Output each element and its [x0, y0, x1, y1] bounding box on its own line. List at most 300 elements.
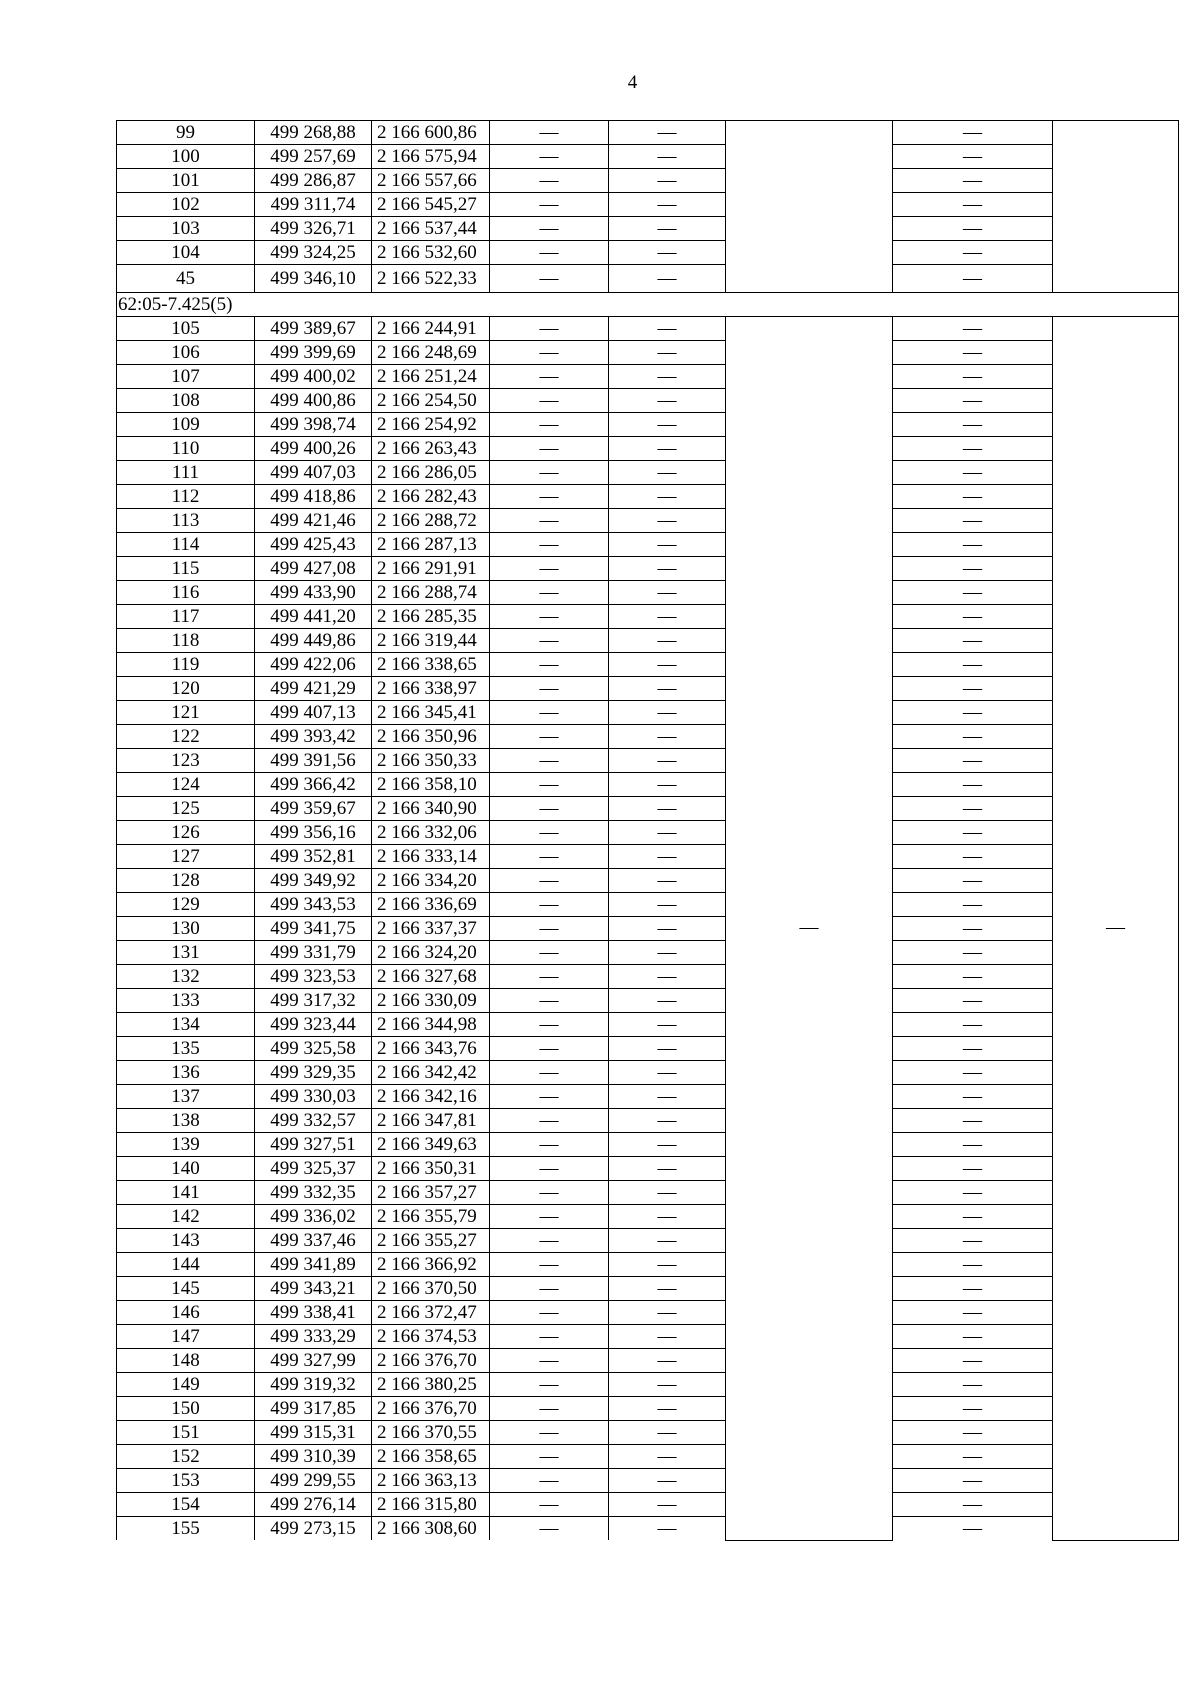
- point-number-cell: 102: [117, 193, 255, 217]
- dash-cell: —: [490, 869, 609, 893]
- dash-cell: —: [609, 1349, 726, 1373]
- table-row: [117, 821, 1179, 845]
- dash-cell: —: [490, 1445, 609, 1469]
- point-number-cell: 154: [117, 1493, 255, 1517]
- x-coordinate-cell: 499 336,02: [255, 1205, 372, 1229]
- x-coordinate-cell: 499 366,42: [255, 773, 372, 797]
- table-row: [117, 193, 1179, 217]
- table-row: [117, 217, 1179, 241]
- dash-cell: —: [609, 1421, 726, 1445]
- table-row: [117, 1301, 1179, 1325]
- dash-cell: —: [609, 1013, 726, 1037]
- dash-cell: —: [893, 1133, 1053, 1157]
- dash-cell: —: [893, 677, 1053, 701]
- table-row: [117, 1013, 1179, 1037]
- dash-cell: —: [609, 1109, 726, 1133]
- dash-cell: —: [609, 389, 726, 413]
- point-number-cell: 118: [117, 629, 255, 653]
- dash-cell: —: [893, 797, 1053, 821]
- dash-cell: —: [609, 241, 726, 265]
- y-coordinate-cell: 2 166 324,20: [372, 941, 490, 965]
- dash-cell: —: [893, 1085, 1053, 1109]
- dash-cell: —: [893, 845, 1053, 869]
- dash-cell: —: [609, 965, 726, 989]
- y-coordinate-cell: 2 166 370,55: [372, 1421, 490, 1445]
- table-row: [117, 629, 1179, 653]
- dash-cell: —: [490, 629, 609, 653]
- dash-cell: —: [609, 677, 726, 701]
- dash-cell: —: [893, 1301, 1053, 1325]
- point-number-cell: 103: [117, 217, 255, 241]
- dash-cell: —: [609, 1229, 726, 1253]
- point-number-cell: 122: [117, 725, 255, 749]
- dash-cell: —: [609, 193, 726, 217]
- dash-cell: —: [893, 1445, 1053, 1469]
- y-coordinate-cell: 2 166 600,86: [372, 121, 490, 145]
- dash-cell: —: [893, 437, 1053, 461]
- x-coordinate-cell: 499 326,71: [255, 217, 372, 241]
- dash-cell: —: [893, 749, 1053, 773]
- y-coordinate-cell: 2 166 370,50: [372, 1277, 490, 1301]
- dash-cell: —: [893, 241, 1053, 265]
- y-coordinate-cell: 2 166 342,16: [372, 1085, 490, 1109]
- point-number-cell: 153: [117, 1469, 255, 1493]
- dash-cell: —: [490, 193, 609, 217]
- y-coordinate-cell: 2 166 557,66: [372, 169, 490, 193]
- point-number-cell: 137: [117, 1085, 255, 1109]
- point-number-cell: 128: [117, 869, 255, 893]
- dash-cell: —: [490, 989, 609, 1013]
- dash-cell: —: [490, 1013, 609, 1037]
- y-coordinate-cell: 2 166 380,25: [372, 1373, 490, 1397]
- dash-cell: —: [893, 169, 1053, 193]
- point-number-cell: 131: [117, 941, 255, 965]
- coordinates-table-body: [117, 121, 1179, 1541]
- table-row: [117, 581, 1179, 605]
- dash-cell: —: [609, 1445, 726, 1469]
- dash-cell: —: [609, 1493, 726, 1517]
- x-coordinate-cell: 499 393,42: [255, 725, 372, 749]
- table-row: [117, 965, 1179, 989]
- dash-cell: —: [893, 1205, 1053, 1229]
- point-number-cell: 146: [117, 1301, 255, 1325]
- dash-cell: —: [609, 1373, 726, 1397]
- point-number-cell: 114: [117, 533, 255, 557]
- dash-cell: —: [609, 413, 726, 437]
- table-row: [117, 1253, 1179, 1277]
- y-coordinate-cell: 2 166 254,92: [372, 413, 490, 437]
- y-coordinate-cell: 2 166 343,76: [372, 1037, 490, 1061]
- dash-cell: —: [490, 1157, 609, 1181]
- dash-cell: —: [609, 701, 726, 725]
- dash-cell: —: [609, 317, 726, 341]
- table-row: [117, 845, 1179, 869]
- dash-cell: —: [893, 1373, 1053, 1397]
- dash-cell: —: [893, 989, 1053, 1013]
- dash-cell: —: [490, 509, 609, 533]
- table-row: [117, 533, 1179, 557]
- dash-cell: —: [490, 1277, 609, 1301]
- dash-cell: —: [490, 1133, 609, 1157]
- y-coordinate-cell: 2 166 336,69: [372, 893, 490, 917]
- dash-cell: —: [609, 821, 726, 845]
- table-row: [117, 437, 1179, 461]
- y-coordinate-cell: 2 166 350,31: [372, 1157, 490, 1181]
- dash-cell: —: [490, 797, 609, 821]
- table-row: [117, 485, 1179, 509]
- x-coordinate-cell: 499 286,87: [255, 169, 372, 193]
- table-row: [117, 653, 1179, 677]
- dash-cell: —: [609, 265, 726, 293]
- x-coordinate-cell: 499 391,56: [255, 749, 372, 773]
- y-coordinate-cell: 2 166 575,94: [372, 145, 490, 169]
- table-row: [117, 1517, 1179, 1541]
- point-number-cell: 144: [117, 1253, 255, 1277]
- y-coordinate-cell: 2 166 350,96: [372, 725, 490, 749]
- dash-cell: —: [609, 941, 726, 965]
- table-row: [117, 1181, 1179, 1205]
- dash-cell: —: [893, 509, 1053, 533]
- dash-cell: —: [490, 437, 609, 461]
- dash-cell: —: [893, 145, 1053, 169]
- table-row: [117, 1277, 1179, 1301]
- x-coordinate-cell: 499 400,86: [255, 389, 372, 413]
- y-coordinate-cell: 2 166 333,14: [372, 845, 490, 869]
- dash-cell: —: [490, 1205, 609, 1229]
- dash-cell: —: [490, 1373, 609, 1397]
- dash-cell: —: [893, 193, 1053, 217]
- dash-cell: —: [609, 989, 726, 1013]
- point-number-cell: 112: [117, 485, 255, 509]
- y-coordinate-cell: 2 166 357,27: [372, 1181, 490, 1205]
- dash-cell: —: [609, 121, 726, 145]
- point-number-cell: 136: [117, 1061, 255, 1085]
- y-coordinate-cell: 2 166 347,81: [372, 1109, 490, 1133]
- dash-cell: —: [490, 461, 609, 485]
- y-coordinate-cell: 2 166 288,72: [372, 509, 490, 533]
- dash-cell: —: [609, 725, 726, 749]
- dash-cell: —: [893, 605, 1053, 629]
- x-coordinate-cell: 499 331,79: [255, 941, 372, 965]
- dash-cell: —: [893, 389, 1053, 413]
- dash-cell: —: [490, 1061, 609, 1085]
- x-coordinate-cell: 499 407,03: [255, 461, 372, 485]
- dash-cell: —: [490, 365, 609, 389]
- y-coordinate-cell: 2 166 337,37: [372, 917, 490, 941]
- table-row: [117, 917, 1179, 941]
- table-row: [117, 317, 1179, 341]
- dash-cell: —: [893, 1517, 1053, 1541]
- point-number-cell: 115: [117, 557, 255, 581]
- merged-cell: —: [726, 317, 893, 1541]
- y-coordinate-cell: 2 166 358,65: [372, 1445, 490, 1469]
- dash-cell: —: [609, 653, 726, 677]
- point-number-cell: 152: [117, 1445, 255, 1469]
- point-number-cell: 129: [117, 893, 255, 917]
- y-coordinate-cell: 2 166 340,90: [372, 797, 490, 821]
- dash-cell: —: [609, 533, 726, 557]
- dash-cell: —: [609, 605, 726, 629]
- x-coordinate-cell: 499 356,16: [255, 821, 372, 845]
- x-coordinate-cell: 499 422,06: [255, 653, 372, 677]
- y-coordinate-cell: 2 166 286,05: [372, 461, 490, 485]
- dash-cell: —: [490, 965, 609, 989]
- point-number-cell: 45: [117, 265, 255, 293]
- y-coordinate-cell: 2 166 285,35: [372, 605, 490, 629]
- x-coordinate-cell: 499 425,43: [255, 533, 372, 557]
- dash-cell: —: [490, 1301, 609, 1325]
- merged-cell: [1053, 121, 1179, 293]
- dash-cell: —: [893, 533, 1053, 557]
- dash-cell: —: [490, 845, 609, 869]
- table-row: [117, 341, 1179, 365]
- x-coordinate-cell: 499 346,10: [255, 265, 372, 293]
- y-coordinate-cell: 2 166 330,09: [372, 989, 490, 1013]
- dash-cell: —: [893, 821, 1053, 845]
- point-number-cell: 121: [117, 701, 255, 725]
- x-coordinate-cell: 499 323,53: [255, 965, 372, 989]
- dash-cell: —: [490, 217, 609, 241]
- dash-cell: —: [893, 869, 1053, 893]
- dash-cell: —: [609, 1085, 726, 1109]
- table-row: [117, 121, 1179, 145]
- y-coordinate-cell: 2 166 537,44: [372, 217, 490, 241]
- dash-cell: —: [893, 485, 1053, 509]
- table-row: [117, 413, 1179, 437]
- x-coordinate-cell: 499 341,75: [255, 917, 372, 941]
- dash-cell: —: [490, 1085, 609, 1109]
- dash-cell: —: [893, 1109, 1053, 1133]
- y-coordinate-cell: 2 166 532,60: [372, 241, 490, 265]
- dash-cell: —: [893, 217, 1053, 241]
- dash-cell: —: [893, 917, 1053, 941]
- table-row: [117, 989, 1179, 1013]
- dash-cell: —: [609, 461, 726, 485]
- x-coordinate-cell: 499 343,53: [255, 893, 372, 917]
- x-coordinate-cell: 499 407,13: [255, 701, 372, 725]
- y-coordinate-cell: 2 166 319,44: [372, 629, 490, 653]
- table-row: [117, 1397, 1179, 1421]
- table-row: [117, 509, 1179, 533]
- table-row: [117, 725, 1179, 749]
- point-number-cell: 119: [117, 653, 255, 677]
- dash-cell: —: [490, 1181, 609, 1205]
- point-number-cell: 126: [117, 821, 255, 845]
- dash-cell: —: [490, 581, 609, 605]
- point-number-cell: 120: [117, 677, 255, 701]
- point-number-cell: 111: [117, 461, 255, 485]
- table-row: [117, 169, 1179, 193]
- point-number-cell: 127: [117, 845, 255, 869]
- point-number-cell: 125: [117, 797, 255, 821]
- x-coordinate-cell: 499 400,26: [255, 437, 372, 461]
- dash-cell: —: [609, 341, 726, 365]
- y-coordinate-cell: 2 166 263,43: [372, 437, 490, 461]
- dash-cell: —: [609, 169, 726, 193]
- x-coordinate-cell: 499 317,85: [255, 1397, 372, 1421]
- y-coordinate-cell: 2 166 545,27: [372, 193, 490, 217]
- point-number-cell: 134: [117, 1013, 255, 1037]
- dash-cell: —: [893, 413, 1053, 437]
- point-number-cell: 139: [117, 1133, 255, 1157]
- x-coordinate-cell: 499 330,03: [255, 1085, 372, 1109]
- dash-cell: —: [893, 701, 1053, 725]
- y-coordinate-cell: 2 166 334,20: [372, 869, 490, 893]
- dash-cell: —: [609, 1061, 726, 1085]
- y-coordinate-cell: 2 166 372,47: [372, 1301, 490, 1325]
- dash-cell: —: [490, 1517, 609, 1541]
- dash-cell: —: [609, 1469, 726, 1493]
- table-row: [117, 1133, 1179, 1157]
- dash-cell: —: [490, 893, 609, 917]
- table-row: [117, 869, 1179, 893]
- x-coordinate-cell: 499 421,46: [255, 509, 372, 533]
- point-number-cell: 132: [117, 965, 255, 989]
- table-row: [117, 1373, 1179, 1397]
- dash-cell: —: [893, 1277, 1053, 1301]
- y-coordinate-cell: 2 166 344,98: [372, 1013, 490, 1037]
- point-number-cell: 104: [117, 241, 255, 265]
- merged-cell: —: [1053, 317, 1179, 1541]
- dash-cell: —: [893, 317, 1053, 341]
- y-coordinate-cell: 2 166 248,69: [372, 341, 490, 365]
- dash-cell: —: [490, 145, 609, 169]
- y-coordinate-cell: 2 166 363,13: [372, 1469, 490, 1493]
- dash-cell: —: [490, 485, 609, 509]
- dash-cell: —: [893, 893, 1053, 917]
- point-number-cell: 149: [117, 1373, 255, 1397]
- dash-cell: —: [609, 1253, 726, 1277]
- point-number-cell: 150: [117, 1397, 255, 1421]
- y-coordinate-cell: 2 166 332,06: [372, 821, 490, 845]
- x-coordinate-cell: 499 299,55: [255, 1469, 372, 1493]
- point-number-cell: 148: [117, 1349, 255, 1373]
- y-coordinate-cell: 2 166 374,53: [372, 1325, 490, 1349]
- dash-cell: —: [609, 581, 726, 605]
- dash-cell: —: [609, 893, 726, 917]
- merged-cell: [726, 121, 893, 293]
- dash-cell: —: [609, 749, 726, 773]
- x-coordinate-cell: 499 257,69: [255, 145, 372, 169]
- dash-cell: —: [490, 317, 609, 341]
- dash-cell: —: [490, 169, 609, 193]
- dash-cell: —: [490, 557, 609, 581]
- x-coordinate-cell: 499 418,86: [255, 485, 372, 509]
- dash-cell: —: [893, 1469, 1053, 1493]
- dash-cell: —: [490, 1493, 609, 1517]
- point-number-cell: 117: [117, 605, 255, 629]
- dash-cell: —: [893, 1253, 1053, 1277]
- table-row: [117, 389, 1179, 413]
- dash-cell: —: [490, 1469, 609, 1493]
- x-coordinate-cell: 499 433,90: [255, 581, 372, 605]
- table-row: [117, 557, 1179, 581]
- point-number-cell: 124: [117, 773, 255, 797]
- table-row: [117, 701, 1179, 725]
- table-row: [117, 677, 1179, 701]
- y-coordinate-cell: 2 166 251,24: [372, 365, 490, 389]
- dash-cell: —: [893, 557, 1053, 581]
- table-row: [117, 1445, 1179, 1469]
- point-number-cell: 101: [117, 169, 255, 193]
- x-coordinate-cell: 499 332,35: [255, 1181, 372, 1205]
- dash-cell: —: [893, 1229, 1053, 1253]
- y-coordinate-cell: 2 166 355,79: [372, 1205, 490, 1229]
- dash-cell: —: [893, 653, 1053, 677]
- point-number-cell: 141: [117, 1181, 255, 1205]
- x-coordinate-cell: 499 341,89: [255, 1253, 372, 1277]
- y-coordinate-cell: 2 166 366,92: [372, 1253, 490, 1277]
- dash-cell: —: [609, 1301, 726, 1325]
- table-row: [117, 1421, 1179, 1445]
- dash-cell: —: [609, 629, 726, 653]
- y-coordinate-cell: 2 166 308,60: [372, 1517, 490, 1541]
- dash-cell: —: [490, 1253, 609, 1277]
- table-row: [117, 1325, 1179, 1349]
- table-row: [117, 605, 1179, 629]
- y-coordinate-cell: 2 166 338,65: [372, 653, 490, 677]
- dash-cell: —: [490, 265, 609, 293]
- dash-cell: —: [893, 941, 1053, 965]
- dash-cell: —: [609, 797, 726, 821]
- y-coordinate-cell: 2 166 376,70: [372, 1349, 490, 1373]
- x-coordinate-cell: 499 349,92: [255, 869, 372, 893]
- table-row: [117, 1157, 1179, 1181]
- x-coordinate-cell: 499 325,58: [255, 1037, 372, 1061]
- dash-cell: —: [893, 1013, 1053, 1037]
- point-number-cell: 143: [117, 1229, 255, 1253]
- dash-cell: —: [893, 1037, 1053, 1061]
- dash-cell: —: [609, 1133, 726, 1157]
- dash-cell: —: [609, 1037, 726, 1061]
- x-coordinate-cell: 499 400,02: [255, 365, 372, 389]
- point-number-cell: 113: [117, 509, 255, 533]
- y-coordinate-cell: 2 166 522,33: [372, 265, 490, 293]
- dash-cell: —: [893, 725, 1053, 749]
- dash-cell: —: [490, 1229, 609, 1253]
- table-row: [117, 145, 1179, 169]
- dash-cell: —: [609, 845, 726, 869]
- dash-cell: —: [893, 1181, 1053, 1205]
- dash-cell: —: [609, 1325, 726, 1349]
- y-coordinate-cell: 2 166 338,97: [372, 677, 490, 701]
- page-number: 4: [627, 72, 638, 93]
- x-coordinate-cell: 499 337,46: [255, 1229, 372, 1253]
- point-number-cell: 133: [117, 989, 255, 1013]
- dash-cell: —: [893, 581, 1053, 605]
- dash-cell: —: [490, 121, 609, 145]
- dash-cell: —: [490, 749, 609, 773]
- section-label: 62:05-7.425(5): [117, 293, 1179, 317]
- dash-cell: —: [490, 653, 609, 677]
- dash-cell: —: [893, 265, 1053, 293]
- dash-cell: —: [490, 1325, 609, 1349]
- point-number-cell: 123: [117, 749, 255, 773]
- x-coordinate-cell: 499 398,74: [255, 413, 372, 437]
- x-coordinate-cell: 499 399,69: [255, 341, 372, 365]
- x-coordinate-cell: 499 352,81: [255, 845, 372, 869]
- dash-cell: —: [893, 1061, 1053, 1085]
- dash-cell: —: [609, 1277, 726, 1301]
- dash-cell: —: [490, 605, 609, 629]
- x-coordinate-cell: 499 317,32: [255, 989, 372, 1013]
- dash-cell: —: [893, 1325, 1053, 1349]
- dash-cell: —: [609, 485, 726, 509]
- y-coordinate-cell: 2 166 287,13: [372, 533, 490, 557]
- x-coordinate-cell: 499 343,21: [255, 1277, 372, 1301]
- x-coordinate-cell: 499 427,08: [255, 557, 372, 581]
- x-coordinate-cell: 499 311,74: [255, 193, 372, 217]
